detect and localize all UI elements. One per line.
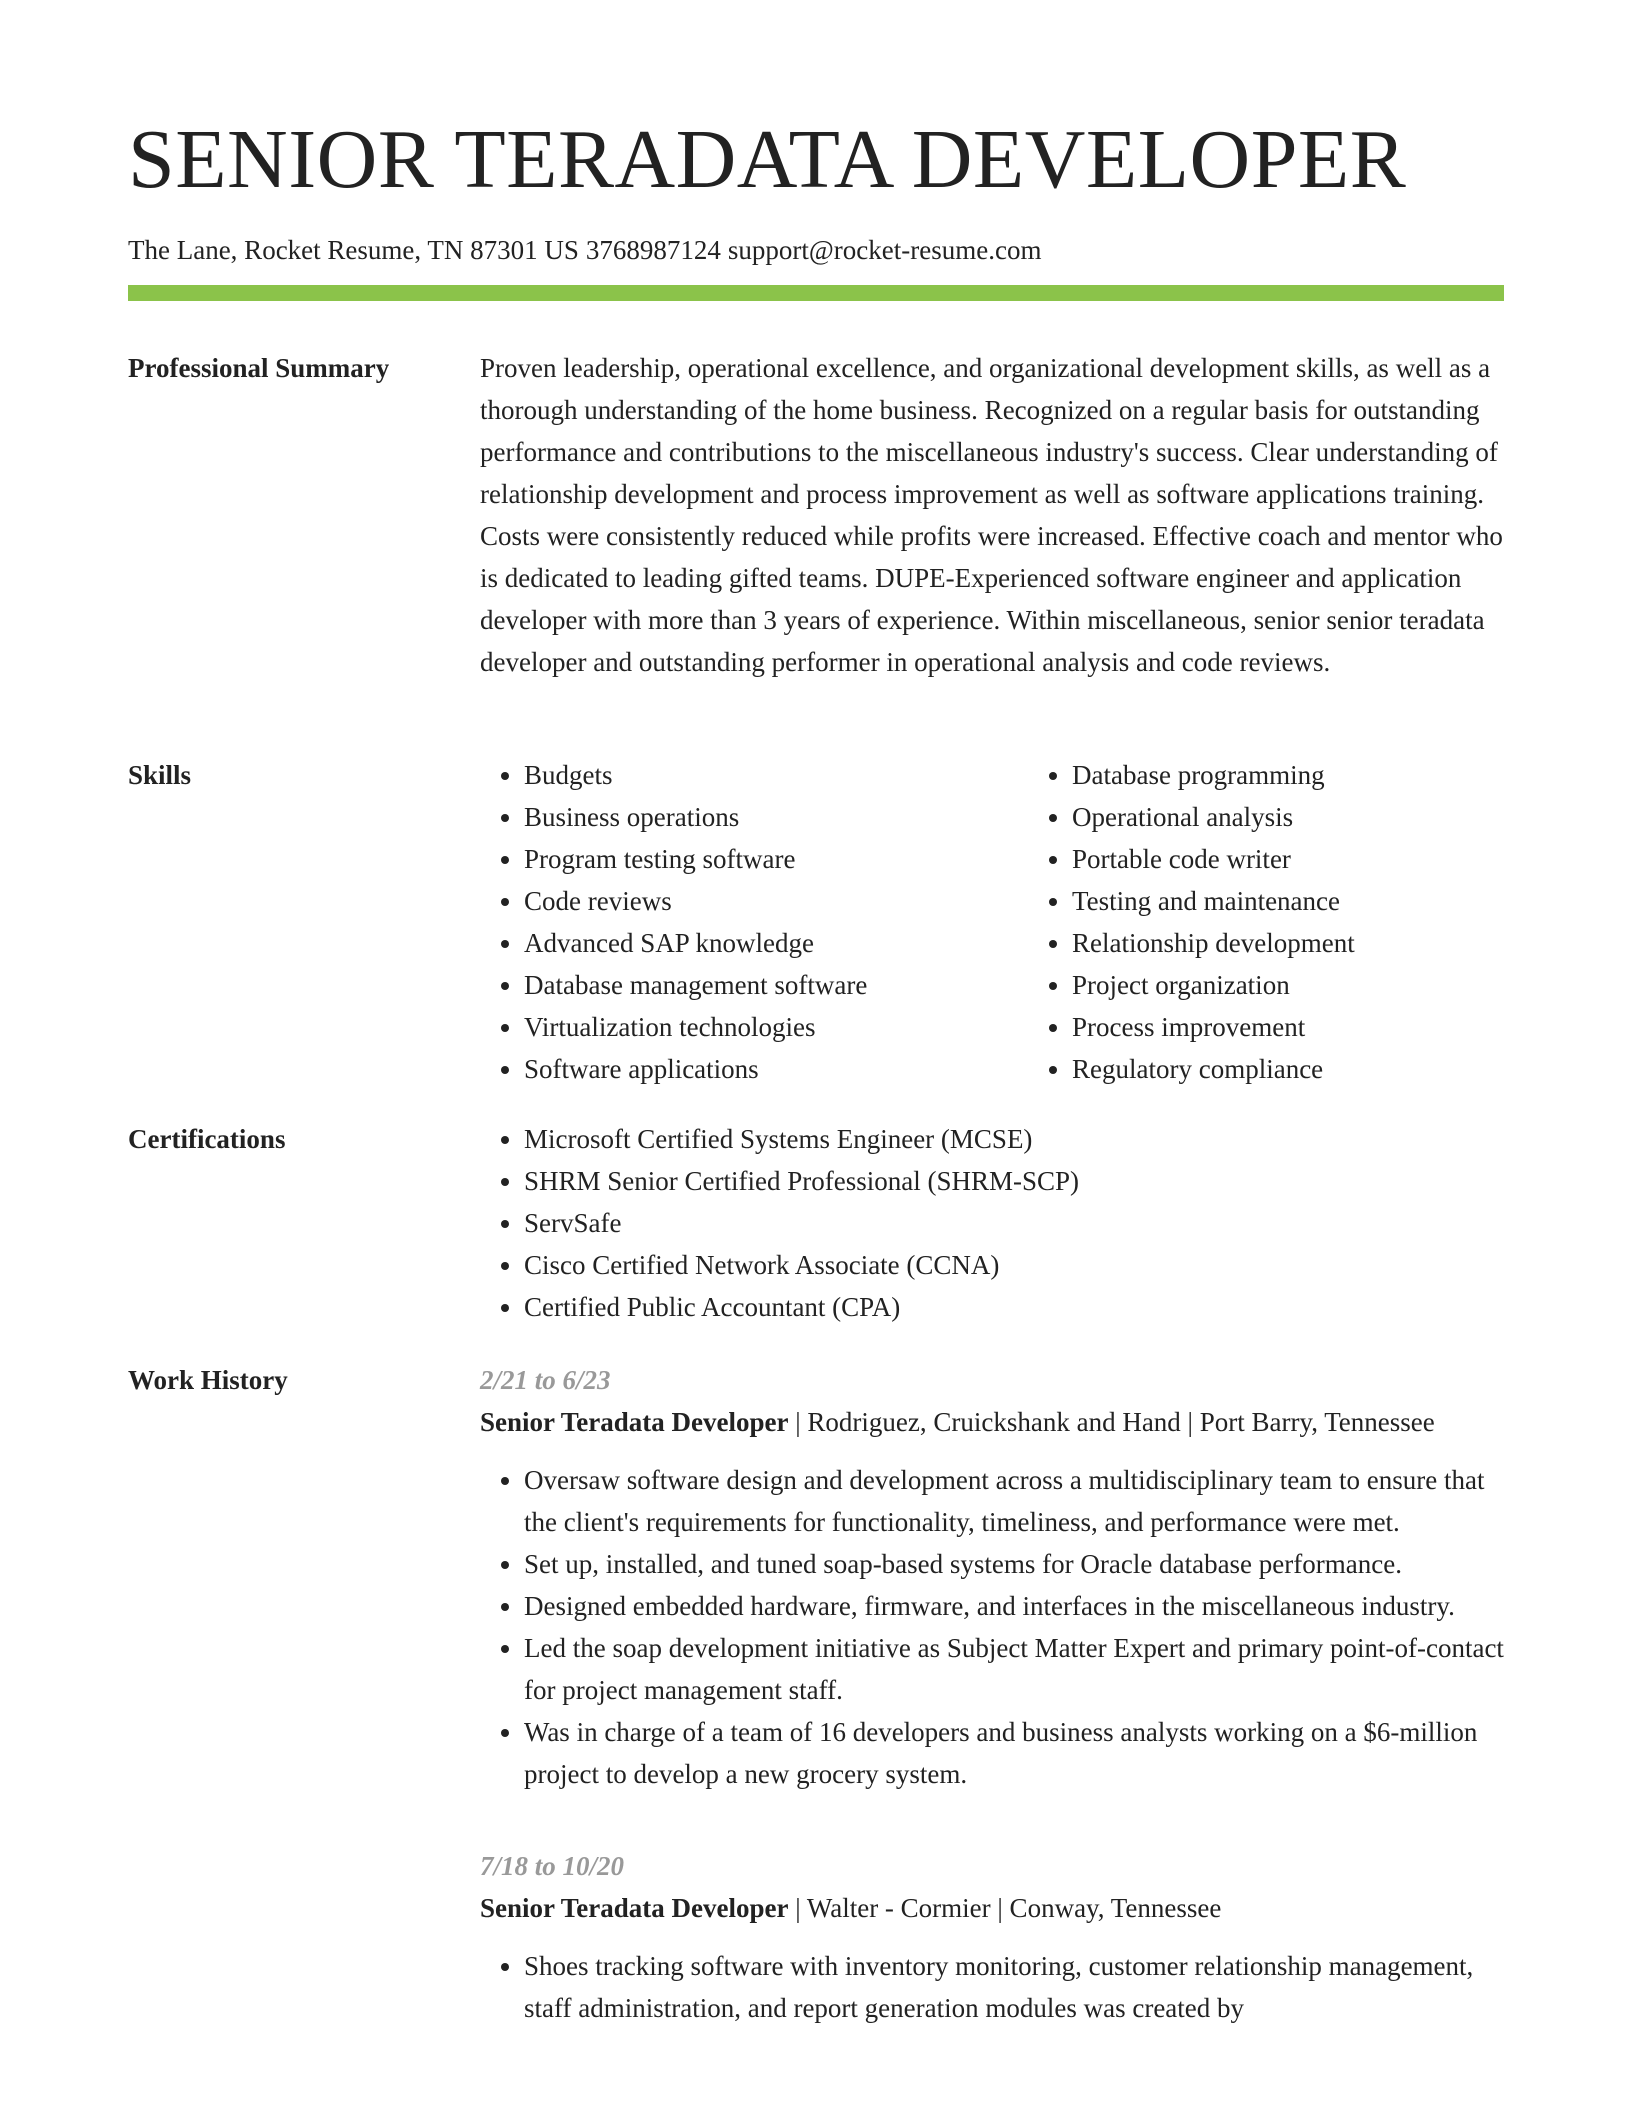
summary-section — [128, 347, 1504, 683]
skills-list-left — [480, 754, 1028, 1090]
skill-item: • Portable code writer — [1072, 838, 1576, 880]
job-bullets — [480, 1945, 1504, 2029]
certification-item: • ServSafe — [524, 1202, 1504, 1244]
work-history-title: Work History — [128, 1365, 288, 1395]
job-heading — [480, 1401, 1504, 1443]
skill-item: • Database programming — [1072, 754, 1576, 796]
job-dates: 7/18 to 10/20 — [480, 1851, 625, 1881]
job-dates: 2/21 to 6/23 — [480, 1365, 611, 1395]
job-bullets — [480, 1459, 1504, 1795]
job-bullet: • Oversaw software design and development across a multidisciplinary team to ensure that the client's requirements for functionality, timeliness, and performance were met. — [524, 1459, 1504, 1543]
contact-line — [128, 232, 1041, 268]
certification-item: • SHRM Senior Certified Professional (SHRM-SCP) — [524, 1160, 1504, 1202]
skill-item: • Virtualization technologies — [524, 1006, 1028, 1048]
certification-item: • Certified Public Accountant (CPA) — [524, 1286, 1504, 1328]
skills-title: Skills — [128, 760, 192, 790]
skill-item: • Program testing software — [524, 838, 1028, 880]
skill-item: • Process improvement — [1072, 1006, 1576, 1048]
certification-item: • Cisco Certified Network Associate (CCNA) — [524, 1244, 1504, 1286]
contact-phone: 3768987124 — [585, 235, 721, 265]
contact-address: The Lane, Rocket Resume, TN 87301 US — [128, 235, 579, 265]
job-bullet: • Set up, installed, and tuned soap-based systems for Oracle database performance. — [524, 1543, 1504, 1585]
skill-item: • Software applications — [524, 1048, 1028, 1090]
skill-item: • Project organization — [1072, 964, 1576, 1006]
job-heading — [480, 1887, 1504, 1929]
job-entry — [480, 1359, 1504, 1795]
header-divider — [128, 285, 1504, 301]
contact-email: support@rocket-resume.com — [727, 235, 1042, 265]
job-title: Senior Teradata Developer — [480, 1893, 789, 1923]
job-bullet: • Was in charge of a team of 16 developers and business analysts working on a $6-million project to develop a new grocery system. — [524, 1711, 1504, 1795]
job-details: | Walter - Cormier | Conway, Tennessee — [788, 1893, 1222, 1923]
skill-item: • Relationship development — [1072, 922, 1576, 964]
job-bullet: • Led the soap development initiative as Subject Matter Expert and primary point-of-contact for project management staff. — [524, 1627, 1504, 1711]
skill-item: • Business operations — [524, 796, 1028, 838]
certifications-list — [480, 1118, 1504, 1328]
skill-item: • Advanced SAP knowledge — [524, 922, 1028, 964]
job-entry — [480, 1845, 1504, 2029]
job-bullet: • Designed embedded hardware, firmware, and interfaces in the miscellaneous industry. — [524, 1585, 1504, 1627]
job-bullet: • Shoes tracking software with inventory monitoring, customer relationship management, staff administration, and report generation modules was created by — [524, 1945, 1504, 2029]
certifications-title: Certifications — [128, 1124, 286, 1154]
skill-item: • Code reviews — [524, 880, 1028, 922]
resume-name: SENIOR TERADATA DEVELOPER — [128, 113, 1407, 206]
summary-title: Professional Summary — [128, 353, 390, 383]
work-history-section — [128, 1359, 1504, 2079]
skills-section — [128, 754, 1504, 1090]
job-title: Senior Teradata Developer — [480, 1407, 789, 1437]
skill-item: • Operational analysis — [1072, 796, 1576, 838]
summary-text: Proven leadership, operational excellence, and organizational development skills, as well as a thorough understanding of the home business. Recognized on a regular basis for outstanding performance and contributions to the miscellaneous industry's success. Clear understanding of relationship development and process improvement as well as software applications training. Costs were consistently reduced while profits were increased. Effective coach and mentor who is dedicated to leading gifted teams. DUPE-Experienced software engineer and application developer with more than 3 years of experience. Within miscellaneous, senior senior teradata developer and outstanding performer in operational analysis and code reviews. — [480, 353, 1503, 677]
job-details: | Rodriguez, Cruickshank and Hand | Port Barry, Tennessee — [788, 1407, 1435, 1437]
skill-item: • Budgets — [524, 754, 1028, 796]
certifications-section — [128, 1118, 1504, 1328]
skill-item: • Database management software — [524, 964, 1028, 1006]
skill-item: • Testing and maintenance — [1072, 880, 1576, 922]
skills-list-right — [1028, 754, 1576, 1090]
skill-item: • Regulatory compliance — [1072, 1048, 1576, 1090]
certification-item: • Microsoft Certified Systems Engineer (MCSE) — [524, 1118, 1504, 1160]
